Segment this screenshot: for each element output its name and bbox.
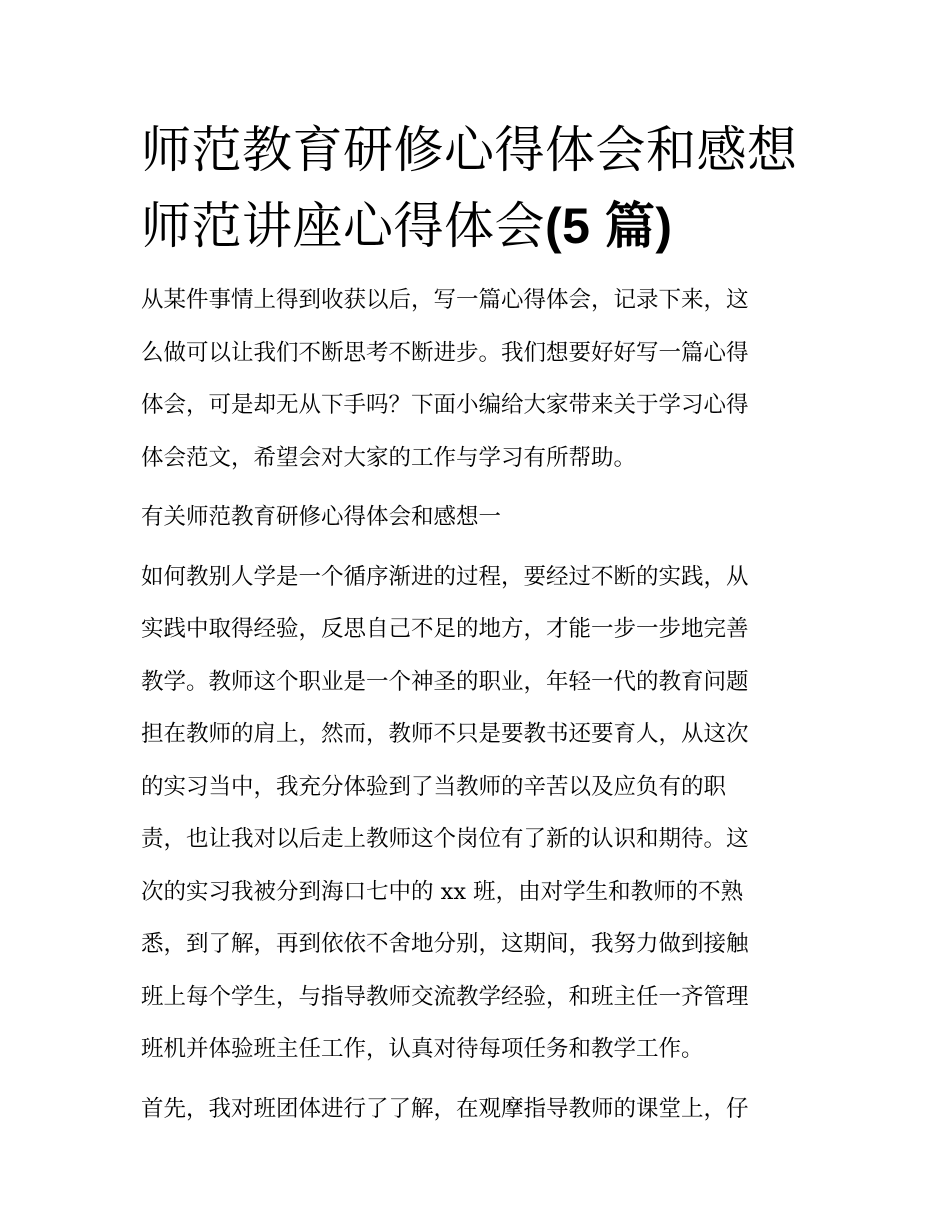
intro-paragraph <box>141 274 813 484</box>
paragraph-line: 首先，我对班团体进行了了解，在观摩指导教师的课堂上，仔 <box>141 1095 749 1122</box>
intro-line: 么做可以让我们不断思考不断进步。我们想要好好写一篇心得 <box>141 339 749 366</box>
paragraph-line: 责，也让我对以后走上教师这个岗位有了新的认识和期待。这 <box>141 826 749 852</box>
paragraph-line: 担在教师的肩上，然而，教师不只是要教书还要育人，从这次 <box>141 721 749 747</box>
section-heading-text: 有关师范教育研修心得体会和感想一 <box>141 504 502 530</box>
paragraph-line: 次的实习我被分到海口七中的 xx 班，由对学生和教师的不熟 <box>141 878 744 905</box>
body-paragraph-2 <box>141 1083 813 1136</box>
body-paragraph-1 <box>141 551 813 1076</box>
paragraph-line: 班上每个学生，与指导教师交流教学经验，和班主任一齐管理 <box>141 983 749 1010</box>
title-line-1: 师范教育研修心得体会和感想 <box>141 121 798 179</box>
section-heading <box>141 491 813 544</box>
paragraph-line: 实践中取得经验，反思自己不足的地方，才能一步一步地完善 <box>141 616 749 642</box>
document-title <box>141 112 813 264</box>
paragraph-line: 悉，到了解，再到依依不舍地分别，这期间，我努力做到接触 <box>141 931 749 957</box>
intro-line: 从某件事情上得到收获以后，写一篇心得体会，记录下来，这 <box>141 287 749 313</box>
document-body <box>141 274 813 1135</box>
title-line-2: 师范讲座心得体会(5 篇) <box>141 197 673 255</box>
paragraph-line: 班机并体验班主任工作，认真对待每项任务和教学工作。 <box>141 1036 704 1062</box>
title-count: (5 篇) <box>545 198 673 254</box>
paragraph-line: 教学。教师这个职业是一个神圣的职业，年轻一代的教育问题 <box>141 668 749 695</box>
document-content <box>141 112 813 1142</box>
paragraph-line: 的实习当中，我充分体验到了当教师的辛苦以及应负有的职 <box>141 773 727 800</box>
intro-line: 体会，可是却无从下手吗？下面小编给大家带来关于学习心得 <box>141 392 749 418</box>
intro-line: 体会范文，希望会对大家的工作与学习有所帮助。 <box>141 444 637 471</box>
paragraph-line: 如何教别人学是一个循序渐进的过程，要经过不断的实践，从 <box>141 563 749 590</box>
